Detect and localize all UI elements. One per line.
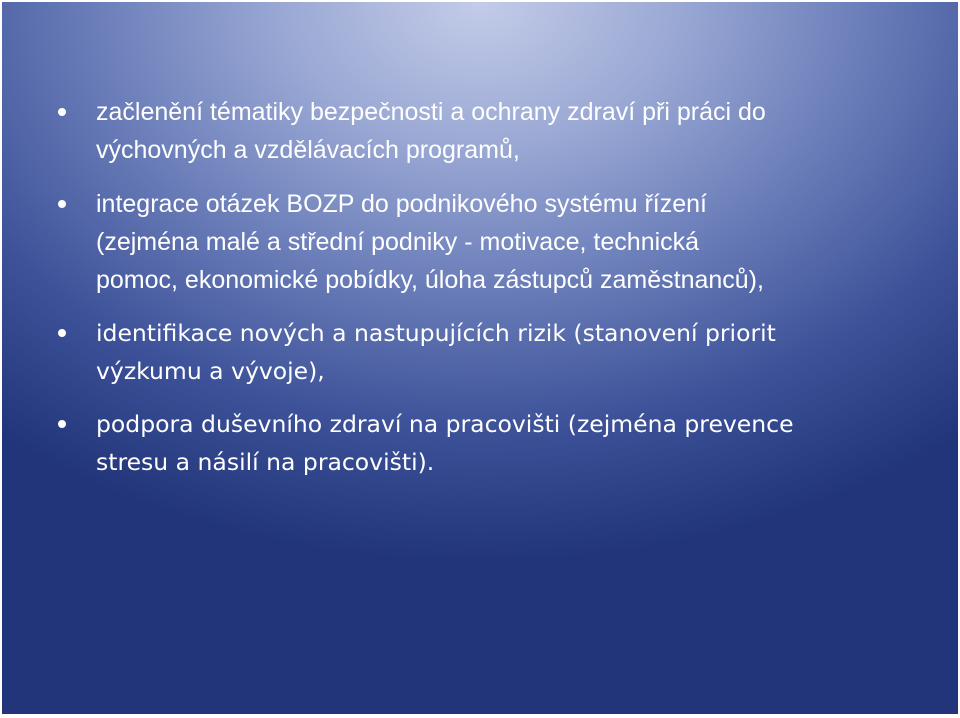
bullet-item	[96, 93, 896, 169]
bullet-dot-icon	[58, 108, 66, 116]
bullet-dot-icon	[58, 329, 66, 337]
bullet-text-line: integrace otázek BOZP do podnikového systému řízení	[96, 190, 707, 218]
bullet-text-line: (zejména malé a střední podniky - motivace, technická	[96, 228, 700, 256]
bullet-text-line: pomoc, ekonomické pobídky, úloha zástupců zaměstnanců),	[96, 266, 764, 294]
slide	[2, 2, 958, 714]
bullet-text-line: začlenění tématiky bezpečnosti a ochrany zdraví při práci do	[96, 98, 766, 126]
bullet-text-line: výchovných a vzdělávacích programů,	[96, 136, 520, 164]
bullet-dot-icon	[58, 420, 66, 428]
bullet-text-line: podpora duševního zdraví na pracovišti (zejména prevence	[96, 410, 794, 438]
bullet-dot-icon	[58, 200, 66, 208]
bullet-item	[96, 405, 896, 481]
bullet-text-line: výzkumu a vývoje),	[96, 357, 325, 385]
bullet-item	[96, 185, 896, 299]
bullet-text-line: stresu a násilí na pracovišti).	[96, 448, 435, 476]
bullet-text-line: identifikace nových a nastupujících rizik (stanovení priorit	[96, 319, 776, 347]
bullet-item	[96, 314, 896, 390]
